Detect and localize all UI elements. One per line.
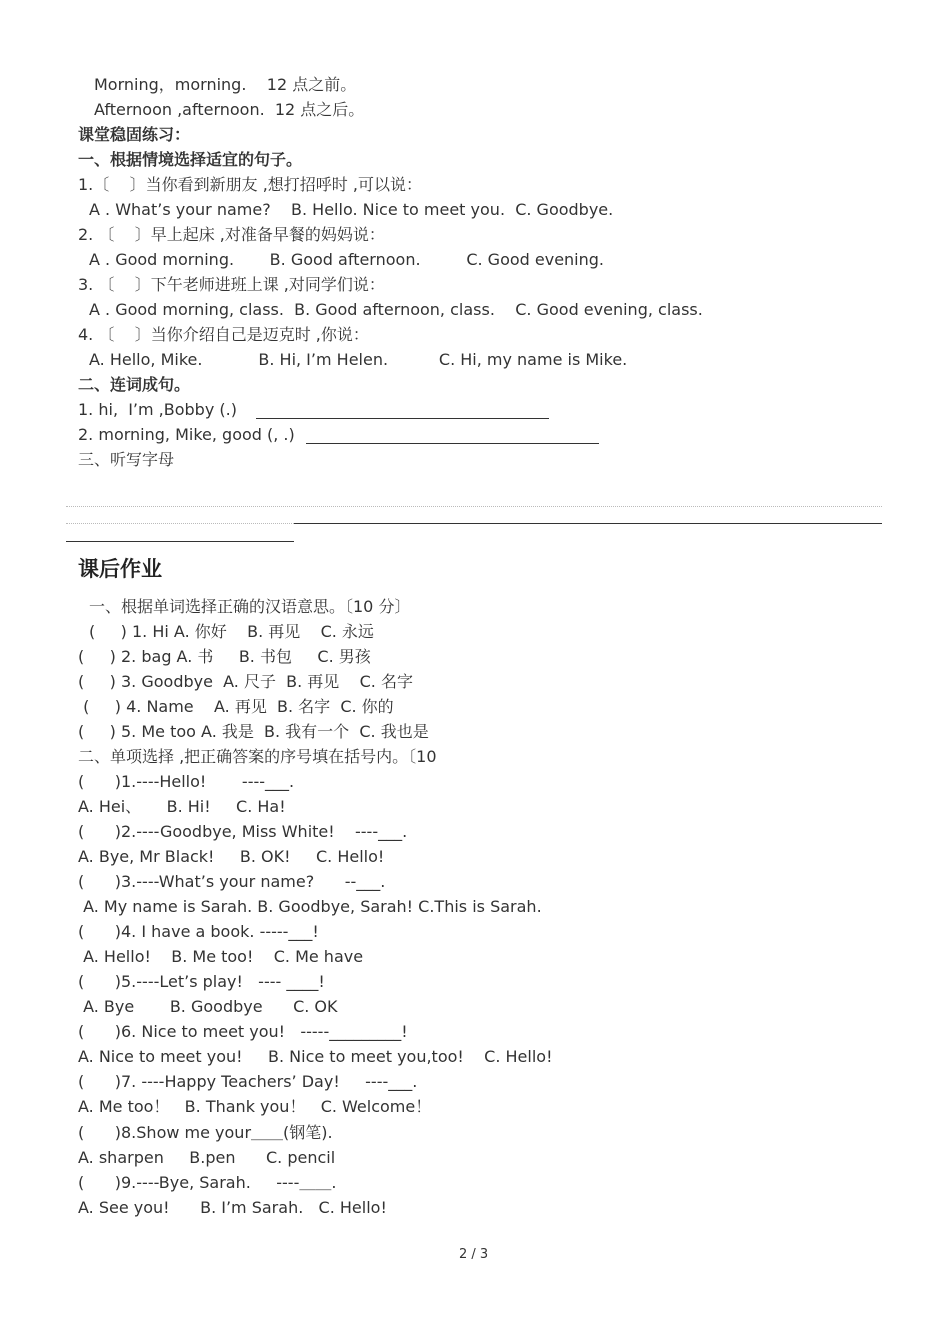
page-number: 2 / 3	[459, 1247, 489, 1262]
mc-line-3: ( )2.----Goodbye, Miss White! ----___.	[78, 822, 408, 841]
vocab-item-1: ( ) 1. Hi A. 你好 B. 再见 C. 永远	[89, 622, 374, 641]
classwork-q2: 2. 〔 〕早上起床 ,对准备早餐的妈妈说：	[78, 225, 385, 244]
dictation-line-2[interactable]	[66, 541, 294, 542]
dictation-line-1[interactable]	[294, 523, 882, 524]
mc-line-16: A. sharpen B.pen C. pencil	[78, 1148, 336, 1167]
mc-line-11: ( )6. Nice to meet you! -----_________!	[78, 1022, 408, 1041]
classwork-q3: 3. 〔 〕下午老师进班上课 ,对同学们说：	[78, 275, 385, 294]
vocab-item-5: ( ) 5. Me too A. 我是 B. 我有一个 C. 我也是	[78, 722, 429, 741]
mc-line-2: A. Hei、 B. Hi! C. Ha!	[78, 797, 286, 816]
vocab-item-4: ( ) 4. Name A. 再见 B. 名字 C. 你的	[78, 697, 394, 716]
vocab-item-3: ( ) 3. Goodbye A. 尺子 B. 再见 C. 名字	[78, 672, 413, 691]
vocab-item-2: ( ) 2. bag A. 书 B. 书包 C. 男孩	[78, 647, 371, 666]
mc-line-17: ( )9.----Bye, Sarah. ----＿＿.	[78, 1173, 337, 1192]
mc-line-15: ( )8.Show me your＿＿(钢笔).	[78, 1123, 333, 1142]
classwork-q1-options: A . What’s your name? B. Hello. Nice to meet you. C. Goodbye.	[89, 200, 614, 219]
classwork-q4: 4. 〔 〕当你介绍自己是迈克时 ,你说：	[78, 325, 369, 344]
mc-line-5: ( )3.----What’s your name? --___.	[78, 872, 386, 891]
classwork-title: 课堂稳固练习：	[78, 125, 191, 144]
classwork-q4-options: A. Hello, Mike. B. Hi, I’m Helen. C. Hi, my name is Mike.	[89, 350, 628, 369]
classwork-section2-title: 二、连词成句。	[78, 375, 191, 394]
dictation-dotted-line-2	[66, 523, 294, 524]
classwork-q1: 1.〔 〕当你看到新朋友 ,想打招呼时 ,可以说：	[78, 175, 422, 194]
sentence-q1-answer-line[interactable]	[256, 418, 549, 419]
mc-line-13: ( )7. ----Happy Teachers’ Day! ----___.	[78, 1072, 418, 1091]
mc-line-6: A. My name is Sarah. B. Goodbye, Sarah! C.This is Sarah.	[78, 897, 542, 916]
sentence-q2-answer-line[interactable]	[306, 443, 599, 444]
mc-line-14: A. Me too！ B. Thank you！ C. Welcome！	[78, 1097, 432, 1116]
classwork-section3-title: 三、听写字母	[78, 450, 175, 469]
mc-line-9: ( )5.----Let’s play! ---- ____!	[78, 972, 325, 991]
classwork-q3-options: A . Good morning, class. B. Good afternoon, class. C. Good evening, class.	[89, 300, 703, 319]
homework-section1-title: 一、根据单词选择正确的汉语意思。〔10 分〕	[89, 597, 411, 616]
sentence-q1: 1. hi, I’m ,Bobby (.)	[78, 400, 237, 419]
mc-line-8: A. Hello! B. Me too! C. Me have	[78, 947, 364, 966]
mc-line-10: A. Bye B. Goodbye C. OK	[78, 997, 338, 1016]
intro-line-2: Afternoon ,afternoon. 12 点之后。	[94, 100, 365, 119]
mc-line-4: A. Bye, Mr Black! B. OK! C. Hello!	[78, 847, 385, 866]
homework-section2-title: 二、单项选择 ,把正确答案的序号填在括号内。〔10	[78, 747, 437, 766]
mc-line-1: ( )1.----Hello! ----___.	[78, 772, 295, 791]
classwork-q2-options: A . Good morning. B. Good afternoon. C. Good evening.	[89, 250, 605, 269]
intro-line-1: Morning，morning. 12 点之前。	[94, 75, 357, 94]
mc-line-18: A. See you! B. I’m Sarah. C. Hello!	[78, 1198, 387, 1217]
mc-line-12: A. Nice to meet you! B. Nice to meet you,too! C. Hello!	[78, 1047, 553, 1066]
classwork-section1-title: 一、根据情境选择适宜的句子。	[78, 150, 303, 169]
mc-line-7: ( )4. I have a book. -----___!	[78, 922, 319, 941]
homework-title: 课后作业	[78, 557, 162, 581]
dictation-dotted-line	[66, 506, 882, 507]
sentence-q2: 2. morning, Mike, good (, .)	[78, 425, 295, 444]
